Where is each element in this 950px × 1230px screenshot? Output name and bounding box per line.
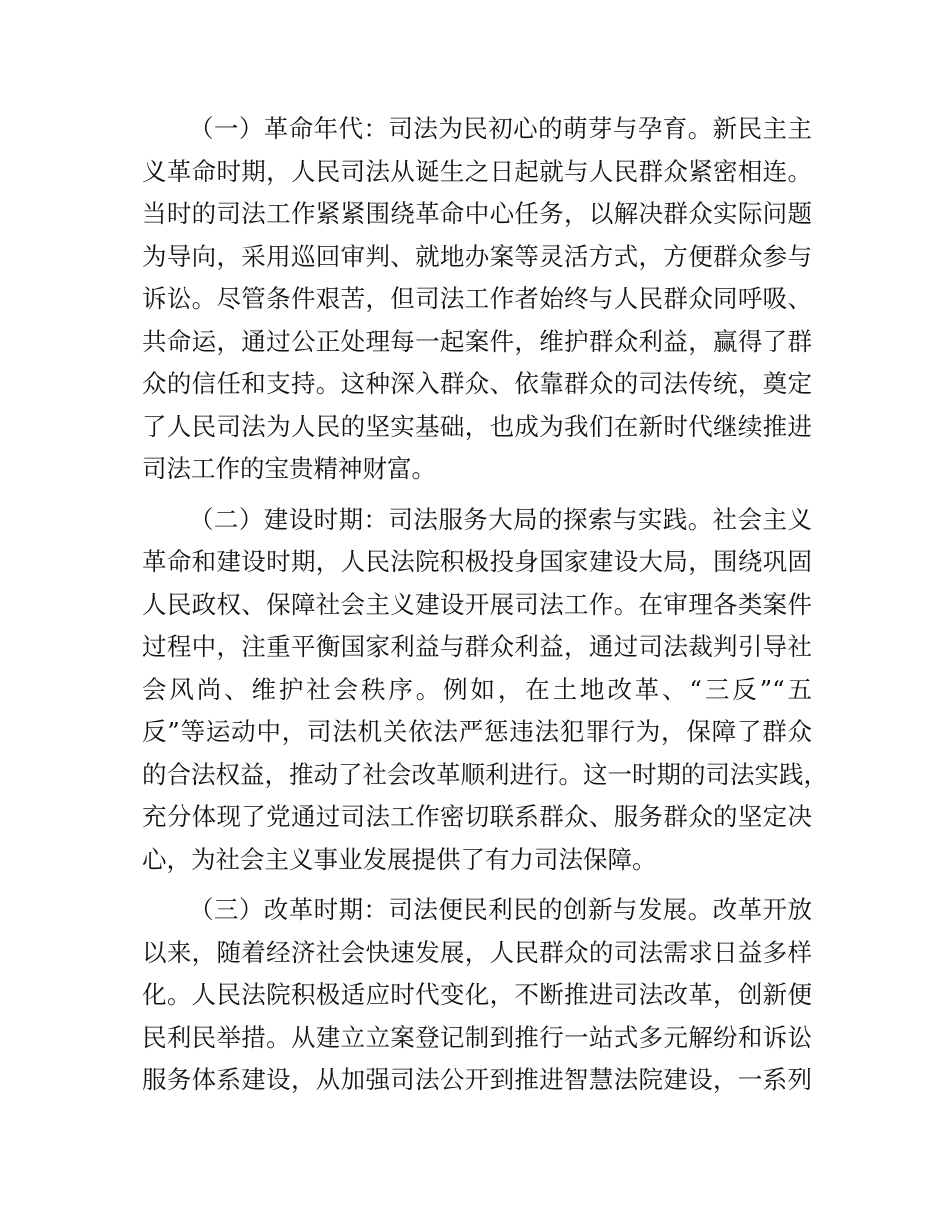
paragraph-line: 义革命时期，人民司法从诞生之日起就与人民群众紧密相连。 [142, 156, 812, 186]
paragraph-line: 司法工作的宝贵精神财富。 [142, 454, 436, 483]
paragraph-line: 人民政权、保障社会主义建设开展司法工作。在审理各类案件 [142, 589, 812, 619]
paragraph-line: 为导向，采用巡回审判、就地办案等灵活方式，方便群众参与 [142, 241, 812, 271]
paragraph-line: （一）革命年代：司法为民初心的萌芽与孕育。新民主主 [189, 114, 812, 143]
paragraph-line: 共命运，通过公正处理每一起案件，维护群众利益，赢得了群 [142, 326, 812, 356]
paragraph-line: 了人民司法为人民的坚实基础，也成为我们在新时代继续推进 [142, 411, 812, 441]
paragraph-line: 的合法权益，推动了社会改革顺利进行。这一时期的司法实践， [142, 759, 828, 789]
paragraph-line: 化。人民法院积极适应时代变化，不断推进司法改革，创新便 [142, 980, 812, 1009]
paragraph [142, 108, 812, 491]
paragraph-line: 充分体现了党通过司法工作密切联系群众、服务群众的坚定决 [142, 802, 812, 831]
paragraph-line: 反”等运动中，司法机关依法严惩违法犯罪行为，保障了群众 [142, 717, 812, 746]
paragraph-line: （二）建设时期：司法服务大局的探索与实践。社会主义 [189, 504, 812, 534]
document-body [142, 108, 828, 1103]
paragraph-line: 以来，随着经济社会快速发展，人民群众的司法需求日益多样 [142, 937, 812, 967]
paragraph-line: （三）改革时期：司法便民利民的创新与发展。改革开放 [189, 895, 812, 924]
paragraph [142, 889, 812, 1102]
paragraph-line: 众的信任和支持。这种深入群众、依靠群众的司法传统，奠定 [142, 369, 812, 398]
paragraph-line: 当时的司法工作紧紧围绕革命中心任务，以解决群众实际问题 [142, 199, 812, 228]
paragraph [142, 499, 828, 882]
paragraph-line: 过程中，注重平衡国家利益与群众利益，通过司法裁判引导社 [142, 632, 812, 661]
paragraph-line: 心，为社会主义事业发展提供了有力司法保障。 [142, 844, 657, 874]
paragraph-line: 诉讼。尽管条件艰苦，但司法工作者始终与人民群众同呼吸、 [142, 284, 812, 313]
paragraph-line: 民利民举措。从建立立案登记制到推行一站式多元解纷和诉讼 [142, 1022, 812, 1052]
paragraph-line: 会风尚、维护社会秩序。例如，在土地改革、“三反”“五 [142, 674, 812, 704]
paragraph-line: 服务体系建设，从加强司法公开到推进智慧法院建设，一系列 [142, 1065, 812, 1094]
paragraph-line: 革命和建设时期，人民法院积极投身国家建设大局，围绕巩固 [142, 547, 812, 576]
